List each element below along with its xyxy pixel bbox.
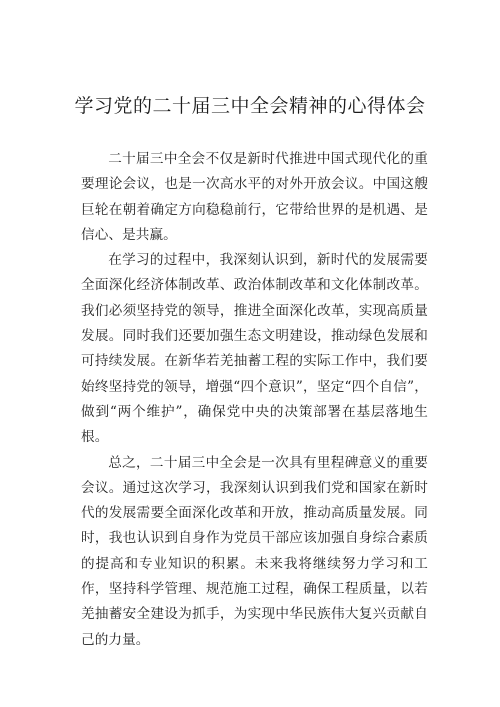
paragraph-2: 在学习的过程中，我深刻认识到，新时代的发展需要全面深化经济体制改革、政治体制改革和文化体制改革。我们必须坚持党的领导，推进全面深化改革，实现高质量发展。同时我们还要加强生态文明建设，推动绿色发展和可持续发展。在新华若羌抽蓄工程的实际工作中，我们要始终坚持党的领导，增强“四个意识”，坚定“四个自信”，做到“两个维护”，确保党中央的决策部署在基层落地生根。 (81, 252, 428, 446)
document-title: 学习党的二十届三中全会精神的心得体会 (74, 95, 426, 117)
document-body (81, 147, 428, 653)
paragraph-1: 二十届三中全会不仅是新时代推进中国式现代化的重要理论会议，也是一次高水平的对外开放会议。中国这艘巨轮在朝着确定方向稳稳前行，它带给世界的是机遇、是信心、是共赢。 (81, 151, 428, 243)
paragraph-3: 总之，二十届三中全会是一次具有里程碑意义的重要会议。通过这次学习，我深刻认识到我们党和国家在新时代的发展需要全面深化改革和开放，推动高质量发展。同时，我也认识到自身作为党员干部应该加强自身综合素质的提高和专业知识的积累。未来我将继续努力学习和工作，坚持科学管理、规范施工过程，确保工程质量，以若羌抽蓄安全建设为抓手，为实现中华民族伟大复兴贡献自己的力量。 (81, 454, 428, 648)
